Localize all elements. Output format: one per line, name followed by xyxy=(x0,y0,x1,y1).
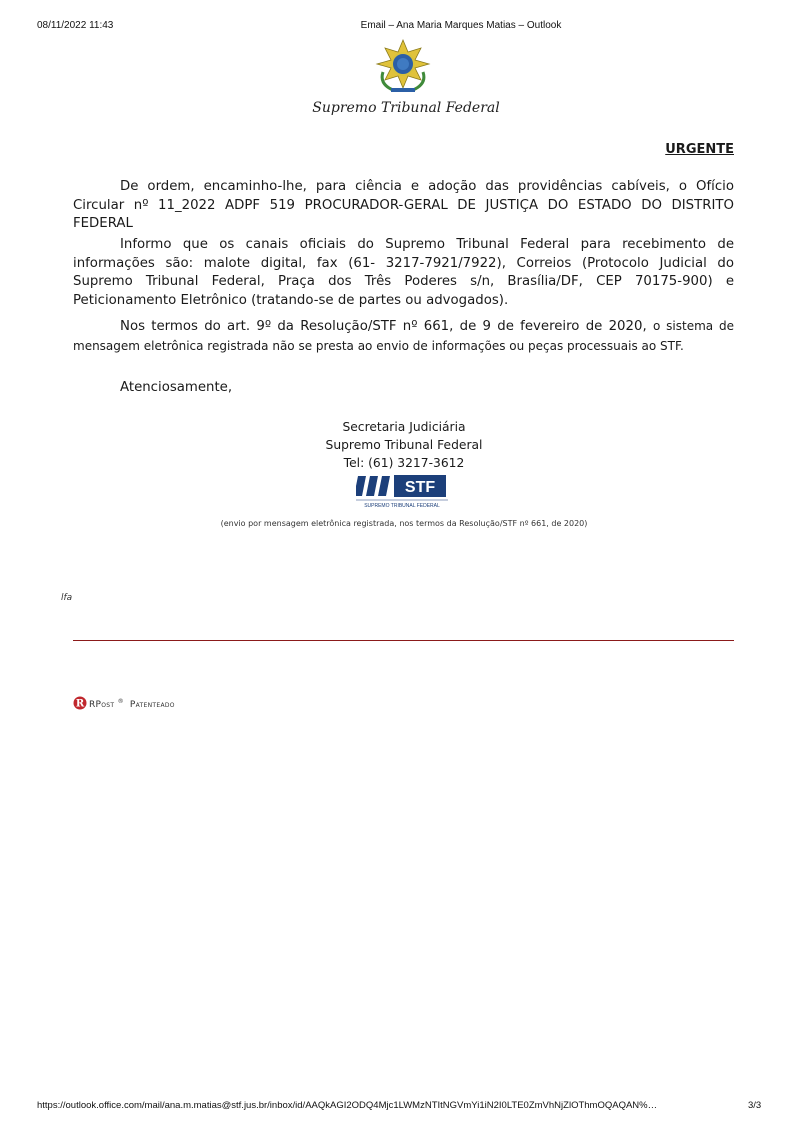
stf-logo-text: STF xyxy=(404,479,436,496)
rpost-patented-label: Patenteado xyxy=(129,700,175,710)
author-initials: lfa xyxy=(61,593,73,603)
urgent-label: URGENTE xyxy=(665,142,734,157)
signature-phone: Tel: (61) 3217-3612 xyxy=(343,456,465,470)
paragraph-official-channels-text: Informo que os canais oficiais do Supremo Tribunal Federal para recebimento de informações são: malote digital, fax (61- 3217-7921/7922), Correios (Protocolo Judicial do Supremo Tribunal Federal, Praça dos Três Poderes s/n, Brasília/DF, CEP 70175-900) e Peticionamento Eletrônico (tratando-se de partes ou advogados). xyxy=(73,237,734,308)
svg-text:R: R xyxy=(75,698,85,710)
rpost-r-icon xyxy=(73,696,87,710)
signature-court: Supremo Tribunal Federal xyxy=(325,438,483,452)
paragraph-forwarding-text: De ordem, encaminho-lhe, para ciência e adoção das providências cabíveis, o Ofício Circular nº 11_2022 ADPF 519 PROCURADOR-GERAL DE JUSTIÇA DO ESTADO DO DISTRITO FEDERAL xyxy=(73,179,734,231)
rpost-brand: RPost ® xyxy=(89,698,124,710)
signature-department: Secretaria Judiciária xyxy=(342,420,466,434)
print-page-number: 3/3 xyxy=(748,1100,762,1111)
print-date: 08/11/2022 11:43 xyxy=(37,20,114,31)
paragraph-resolution-small: o sistema de mensagem eletrônica registrada não se presta ao envio de informações ou peças processuais ao STF. xyxy=(73,319,734,353)
footer-divider xyxy=(73,640,734,641)
court-name-script: Supremo Tribunal Federal xyxy=(312,100,500,116)
print-url: https://outlook.office.com/mail/ana.m.matias@stf.jus.br/inbox/id/AAQkAGI2ODQ4Mjc1LWMzNTItNGVmYi1iN2I0LTE0ZmVhNjZlOThmOQAQAN%… xyxy=(37,1100,658,1111)
paragraph-official-channels xyxy=(73,236,734,310)
registered-mail-note: (envio por mensagem eletrônica registrada, nos termos da Resolução/STF nº 661, de 2020) xyxy=(220,519,588,528)
paragraph-resolution-main: Nos termos do art. 9º da Resolução/STF nº 661, de 9 de fevereiro de 2020, xyxy=(120,319,647,334)
stf-logo xyxy=(356,472,448,510)
paragraph-resolution xyxy=(73,317,734,356)
brazil-coat-of-arms-icon xyxy=(373,38,433,94)
paragraph-forwarding xyxy=(73,178,734,234)
print-title: Email – Ana Maria Marques Matias – Outlook xyxy=(360,20,562,31)
stf-logo-subtext: SUPREMO TRIBUNAL FEDERAL xyxy=(364,503,440,509)
closing-salutation: Atenciosamente, xyxy=(120,380,233,395)
rpost-badge xyxy=(73,690,175,710)
